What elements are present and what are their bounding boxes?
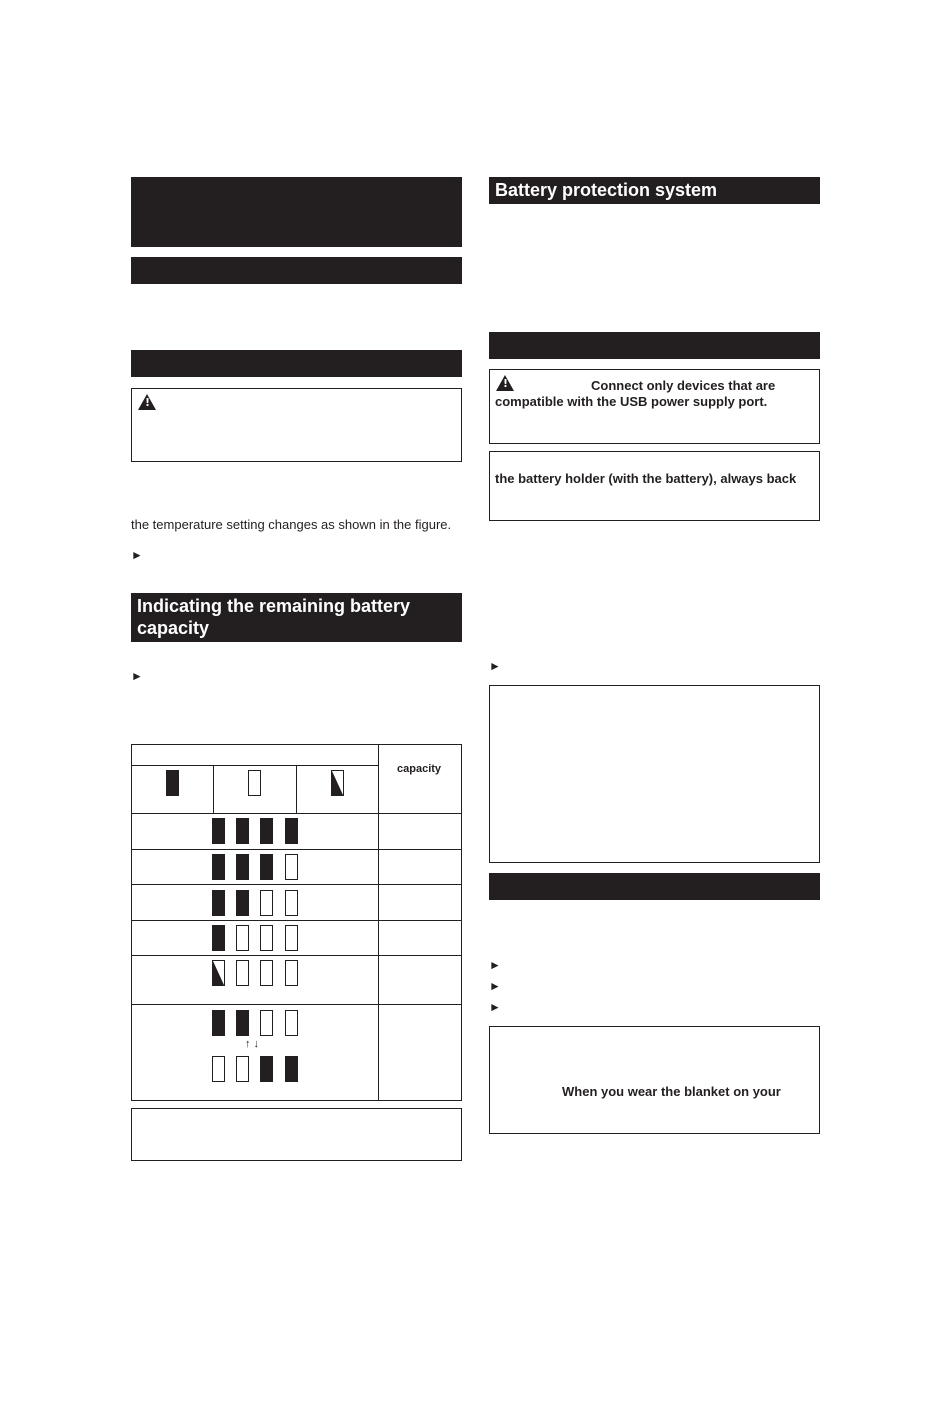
battery-cell-empty: [236, 960, 249, 986]
battery-cell-empty: [260, 960, 273, 986]
alternating-arrows: ↑ ↓: [245, 1038, 260, 1050]
legend-half-cell: [331, 770, 344, 796]
info-box-blanket: [489, 1026, 820, 1134]
table-divider: [131, 955, 462, 956]
section-bar-3-right: [489, 873, 820, 900]
table-divider: [213, 765, 214, 813]
warning-text-line2: compatible with the USB power supply port.: [495, 394, 768, 409]
arrow-bullet-icon: ►: [489, 1000, 501, 1014]
header-block: [131, 177, 462, 247]
battery-cell-empty: [260, 925, 273, 951]
battery-cell-full: [260, 1056, 273, 1082]
temperature-text: the temperature setting changes as shown in the figure.: [131, 517, 452, 532]
legend-full-cell: [166, 770, 179, 796]
battery-cell-empty: [212, 1056, 225, 1082]
battery-cell-full: [236, 1010, 249, 1036]
table-divider: [131, 765, 378, 766]
section-title: Battery protection system: [495, 180, 718, 200]
warning-box-left: [131, 388, 462, 462]
arrow-bullet-icon: ►: [489, 659, 501, 673]
battery-cell-full: [212, 818, 225, 844]
table-divider: [131, 1004, 462, 1005]
table-divider: [131, 884, 462, 885]
warning-box-usb: [489, 369, 820, 444]
battery-cell-full: [285, 818, 298, 844]
info-box-right: [489, 685, 820, 863]
battery-cell-full: [212, 890, 225, 916]
table-divider: [296, 765, 297, 813]
battery-cell-empty: [285, 890, 298, 916]
arrow-bullet-icon: ►: [489, 958, 501, 972]
warning-icon: [496, 375, 514, 391]
note-box-left: [131, 1108, 462, 1161]
table-divider: [131, 849, 462, 850]
battery-cell-empty: [285, 925, 298, 951]
note-text: the battery holder (with the battery), always back: [495, 471, 797, 486]
battery-cell-full: [236, 854, 249, 880]
section-title: Indicating the remaining battery capacity: [137, 596, 411, 638]
battery-cell-full: [212, 1010, 225, 1036]
battery-cell-full: [285, 1056, 298, 1082]
section-bar-2: [131, 350, 462, 377]
legend-empty-cell: [248, 770, 261, 796]
section-bar-2-right: [489, 332, 820, 359]
arrow-bullet-icon: ►: [131, 669, 143, 683]
battery-cell-full: [212, 925, 225, 951]
table-divider: [131, 813, 462, 814]
battery-cell-empty: [260, 890, 273, 916]
battery-cell-empty: [236, 925, 249, 951]
battery-cell-half: [212, 960, 225, 986]
battery-cell-full: [260, 854, 273, 880]
battery-cell-empty: [236, 1056, 249, 1082]
capacity-header: capacity: [397, 763, 442, 775]
section-bar-battery-protection: [489, 177, 820, 204]
battery-cell-empty: [285, 1010, 298, 1036]
blanket-text: When you wear the blanket on your: [562, 1084, 781, 1099]
battery-cell-full: [260, 818, 273, 844]
battery-cell-empty: [285, 854, 298, 880]
arrow-bullet-icon: ►: [489, 979, 501, 993]
warning-text-line1: Connect only devices that are: [591, 378, 776, 393]
battery-cell-empty: [260, 1010, 273, 1036]
table-divider: [131, 920, 462, 921]
section-bar-1: [131, 257, 462, 284]
battery-cell-full: [212, 854, 225, 880]
battery-cell-empty: [285, 960, 298, 986]
table-divider: [378, 744, 379, 1101]
arrow-bullet-icon: ►: [131, 548, 143, 562]
section-bar-battery-capacity: [131, 593, 462, 642]
battery-cell-full: [236, 818, 249, 844]
battery-cell-full: [236, 890, 249, 916]
warning-icon: [138, 394, 156, 410]
note-box-battery-holder: [489, 451, 820, 521]
